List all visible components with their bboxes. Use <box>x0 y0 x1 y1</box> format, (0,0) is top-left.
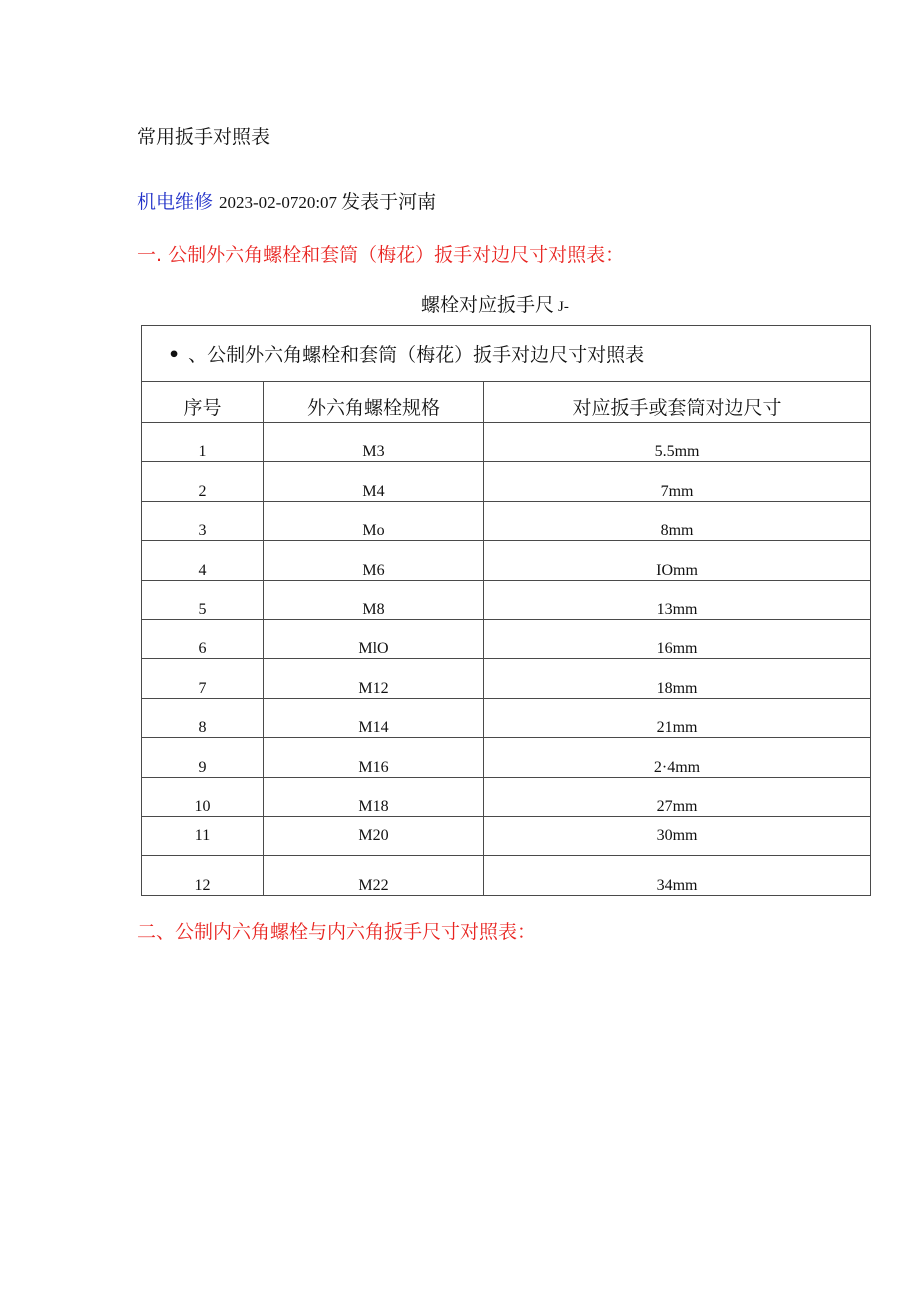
table-row <box>142 856 871 896</box>
table-row <box>142 620 871 659</box>
cell-wrench-size: 21mm <box>484 699 871 738</box>
cell-index: 6 <box>142 620 264 659</box>
table-row <box>142 423 871 462</box>
cell-index: 3 <box>142 502 264 541</box>
cell-bolt-spec: M12 <box>264 659 484 699</box>
table-row <box>142 581 871 620</box>
table-caption <box>421 290 569 317</box>
cell-bolt-spec: M8 <box>264 581 484 620</box>
section-heading-1: 一. 公制外六角螺栓和套筒（梅花）扳手对边尺寸对照表： <box>137 244 625 266</box>
column-header-bolt-spec: 外六角螺栓规格 <box>264 382 484 423</box>
cell-wrench-size: IOmm <box>484 541 871 581</box>
column-header-wrench-size: 对应扳手或套筒对边尺寸 <box>484 382 871 423</box>
section-heading-2: 二、公制内六角螺栓与内六角扳手尺寸对照表： <box>137 921 537 943</box>
cell-bolt-spec: M6 <box>264 541 484 581</box>
cell-index: 2 <box>142 462 264 502</box>
cell-wrench-size: 7mm <box>484 462 871 502</box>
cell-bolt-spec: Mo <box>264 502 484 541</box>
table-row <box>142 502 871 541</box>
table-header-row <box>142 382 871 423</box>
cell-index: 10 <box>142 778 264 817</box>
cell-wrench-size: 8mm <box>484 502 871 541</box>
cell-index: 4 <box>142 541 264 581</box>
table-inner-caption <box>142 326 871 382</box>
table-row <box>142 817 871 856</box>
cell-index: 5 <box>142 581 264 620</box>
cell-index: 1 <box>142 423 264 462</box>
cell-wrench-size: 27mm <box>484 778 871 817</box>
wrench-size-table <box>141 325 871 896</box>
cell-wrench-size: 16mm <box>484 620 871 659</box>
table-row <box>142 659 871 699</box>
table-row <box>142 778 871 817</box>
bullet-icon: • <box>168 344 181 366</box>
table-caption-suffix: J- <box>558 299 569 315</box>
cell-wrench-size: 13mm <box>484 581 871 620</box>
cell-bolt-spec: MlO <box>264 620 484 659</box>
byline <box>137 187 436 214</box>
cell-bolt-spec: M22 <box>264 856 484 896</box>
cell-bolt-spec: M14 <box>264 699 484 738</box>
cell-index: 12 <box>142 856 264 896</box>
cell-index: 7 <box>142 659 264 699</box>
table-row <box>142 738 871 778</box>
table-row <box>142 699 871 738</box>
cell-bolt-spec: M18 <box>264 778 484 817</box>
table-caption-text: 螺栓对应扳手尺 <box>421 294 555 316</box>
cell-bolt-spec: M3 <box>264 423 484 462</box>
publish-date: 2023-02-0720:07 <box>219 193 338 212</box>
cell-bolt-spec: M20 <box>264 817 484 856</box>
cell-wrench-size: 2·4mm <box>484 738 871 778</box>
cell-index: 8 <box>142 699 264 738</box>
cell-bolt-spec: M16 <box>264 738 484 778</box>
cell-wrench-size: 30mm <box>484 817 871 856</box>
document-title: 常用扳手对照表 <box>137 126 271 148</box>
table-row <box>142 541 871 581</box>
table-caption-row <box>142 326 871 382</box>
table-row <box>142 462 871 502</box>
cell-wrench-size: 5.5mm <box>484 423 871 462</box>
publish-location: 发表于河南 <box>341 191 437 213</box>
column-header-index: 序号 <box>142 382 264 423</box>
cell-index: 11 <box>142 817 264 856</box>
cell-index: 9 <box>142 738 264 778</box>
table-inner-caption-text: 、公制外六角螺栓和套筒（梅花）扳手对边尺寸对照表 <box>188 344 645 366</box>
cell-bolt-spec: M4 <box>264 462 484 502</box>
cell-wrench-size: 18mm <box>484 659 871 699</box>
cell-wrench-size: 34mm <box>484 856 871 896</box>
author-link[interactable]: 机电维修 <box>137 191 214 213</box>
